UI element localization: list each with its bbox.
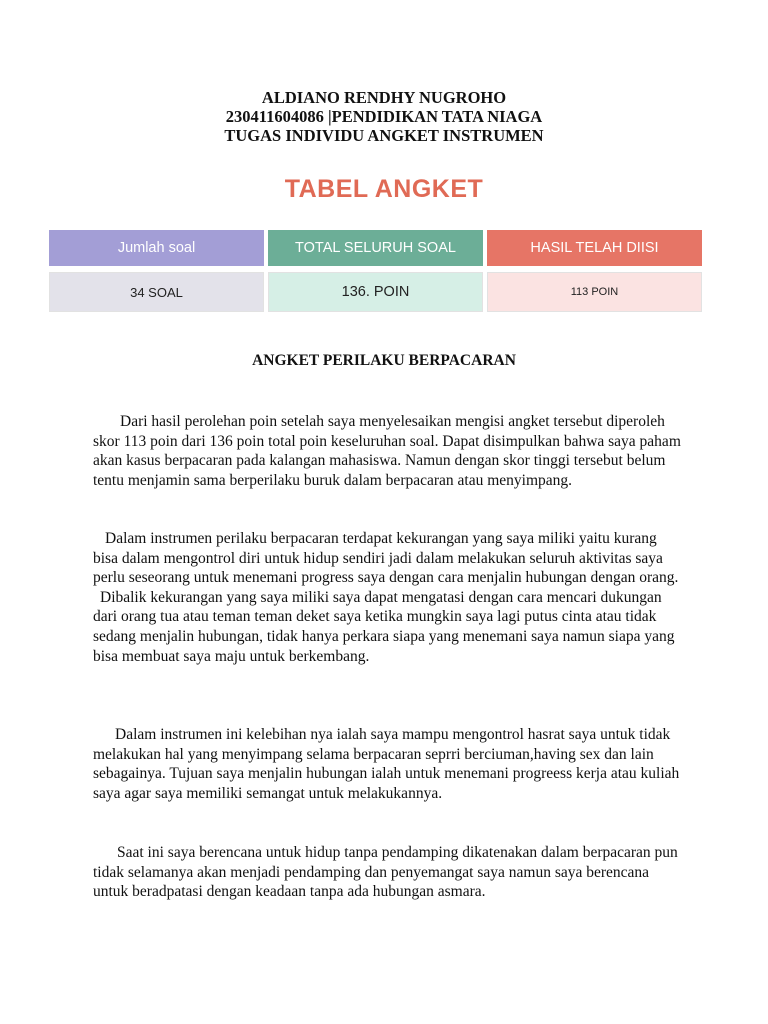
body-paragraph (93, 412, 683, 490)
table-value-hasil-telah-diisi: 113 POIN (487, 272, 702, 312)
paragraph-text: Dari hasil perolehan poin setelah saya menyelesaikan mengisi angket tersebut diperoleh skor 113 poin dari 136 poin total poin keseluruhan soal. Dapat disimpulkan bahwa saya paham akan kasus berpacaran pada kalangan mahasiswa. Namun dengan skor tinggi tersebut belum tentu menjamin sama berperilaku buruk dalam berpacaran atau menyimpang. (93, 413, 681, 489)
table-header-hasil-telah-diisi: HASIL TELAH DIISI (487, 230, 702, 266)
author-name: ALDIANO RENDHY NUGROHO (261, 88, 507, 107)
paragraph-text: Dalam instrumen perilaku berpacaran terdapat kekurangan yang saya miliki yaitu kurang bisa dalam mengontrol diri untuk hidup sendiri jadi dalam melakukan seluruh aktivitas saya perlu seseorang untuk menemani progress saya dengan cara menjalin hubungan dengan orang. (93, 530, 679, 587)
paragraph-text: Saat ini saya berencana untuk hidup tanpa pendamping dikatenakan dalam berpacaran pun tidak selamanya akan menjadi pendamping dan penyemangat saya namun saya berencana untuk beradpatasi dengan keadaan tanpa ada hubungan asmara. (93, 844, 678, 901)
table-value-total-seluruh-soal: 136. POIN (268, 272, 483, 312)
body-paragraph (93, 529, 683, 666)
body-paragraph (93, 725, 683, 803)
table-header-total-seluruh-soal: TOTAL SELURUH SOAL (268, 230, 483, 266)
table-value-jumlah-soal: 34 SOAL (49, 272, 264, 312)
body-paragraph (93, 843, 683, 902)
document-header (0, 88, 768, 145)
student-id-program: 230411604086 |PENDIDIKAN TATA NIAGA (225, 107, 543, 126)
section-title: ANGKET PERILAKU BERPACARAN (252, 352, 516, 369)
table-title: TABEL ANGKET (284, 175, 484, 203)
paragraph-text: Dibalik kekurangan yang saya miliki saya dapat mengatasi dengan cara mencari dukungan dari orang tua atau teman teman deket saya ketika mungkin saya lagi putus cinta atau tidak sedang menjalin hubungan, tidak hanya perkara siapa yang menemani saya namun siapa yang bisa membuat saya maju untuk berkembang. (93, 588, 675, 665)
assignment-title: TUGAS INDIVIDU ANGKET INSTRUMEN (224, 126, 544, 145)
paragraph-text: Dalam instrumen ini kelebihan nya ialah saya mampu mengontrol hasrat saya untuk tidak melakukan hal yang menyimpang selama berpacaran seprri berciuman,having sex dan lain sebagainya. Tujuan saya menjalin hubungan ialah untuk menemani progreess kerja atau kuliah saya agar saya memiliki semangat untuk melakukannya. (93, 726, 680, 802)
table-header-jumlah-soal: Jumlah soal (49, 230, 264, 266)
